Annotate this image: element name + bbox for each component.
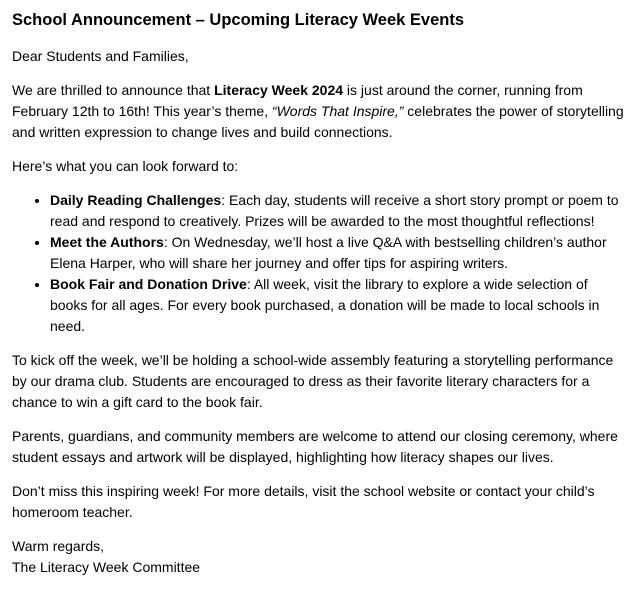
- text-segment: We are thrilled to announce that: [12, 82, 215, 98]
- paragraph: [12, 481, 624, 523]
- text-segment: : All week, visit the library to explore a wide selection of books for all ages. For every book purchased, a donation will be made to local schools in need.: [50, 276, 600, 334]
- text-segment: Book Fair and Donation Drive: [50, 276, 247, 292]
- paragraph: [12, 536, 624, 578]
- list-item: [50, 232, 624, 274]
- text-segment: Dear Students and Families,: [12, 48, 189, 64]
- list-item: [50, 190, 624, 232]
- text-segment: Meet the Authors: [50, 234, 164, 250]
- text-segment: : On Wednesday, we’ll host a live Q&A with bestselling children’s author Elena Harper, who will share her journey and offer tips for aspiring writers.: [50, 234, 607, 271]
- bulleted-list: [12, 190, 624, 337]
- text-segment: The Literacy Week Committee: [12, 559, 201, 575]
- paragraph: [12, 156, 624, 177]
- text-segment: : Each day, students will receive a short story prompt or poem to read and respond to creatively. Prizes will be awarded to the most thoughtful reflections!: [50, 192, 619, 229]
- paragraph: [12, 350, 624, 413]
- text-segment: Literacy Week 2024: [214, 82, 344, 98]
- text-segment: Don’t miss this inspiring week! For more details, visit the school website or contact your child’s homeroom teacher.: [12, 483, 595, 520]
- text-segment: “Words That Inspire,”: [271, 103, 404, 119]
- text-segment: To kick off the week, we’ll be holding a school-wide assembly featuring a storytelling performance by our drama club. Students are encouraged to dress as their favorite literary characters for a chance to win a gift card to the book fair.: [12, 352, 614, 410]
- document-body: [12, 46, 624, 578]
- text-segment: Here’s what you can look forward to:: [12, 158, 239, 174]
- text-segment: Daily Reading Challenges: [50, 192, 222, 208]
- list-item: [50, 274, 624, 337]
- text-segment: Parents, guardians, and community members are welcome to attend our closing ceremony, where student essays and artwork will be displayed, highlighting how literacy shapes our lives.: [12, 428, 618, 465]
- text-segment: Warm regards,: [12, 538, 105, 554]
- text-segment: is just around the corner, running from February 12th to 16th! This year’s theme,: [12, 82, 583, 119]
- text-segment: celebrates the power of storytelling and written expression to change lives and build connections.: [12, 103, 624, 140]
- paragraph: [12, 426, 624, 468]
- document-title: School Announcement – Upcoming Literacy Week Events: [12, 11, 465, 29]
- paragraph: [12, 80, 624, 143]
- paragraph: [12, 46, 624, 67]
